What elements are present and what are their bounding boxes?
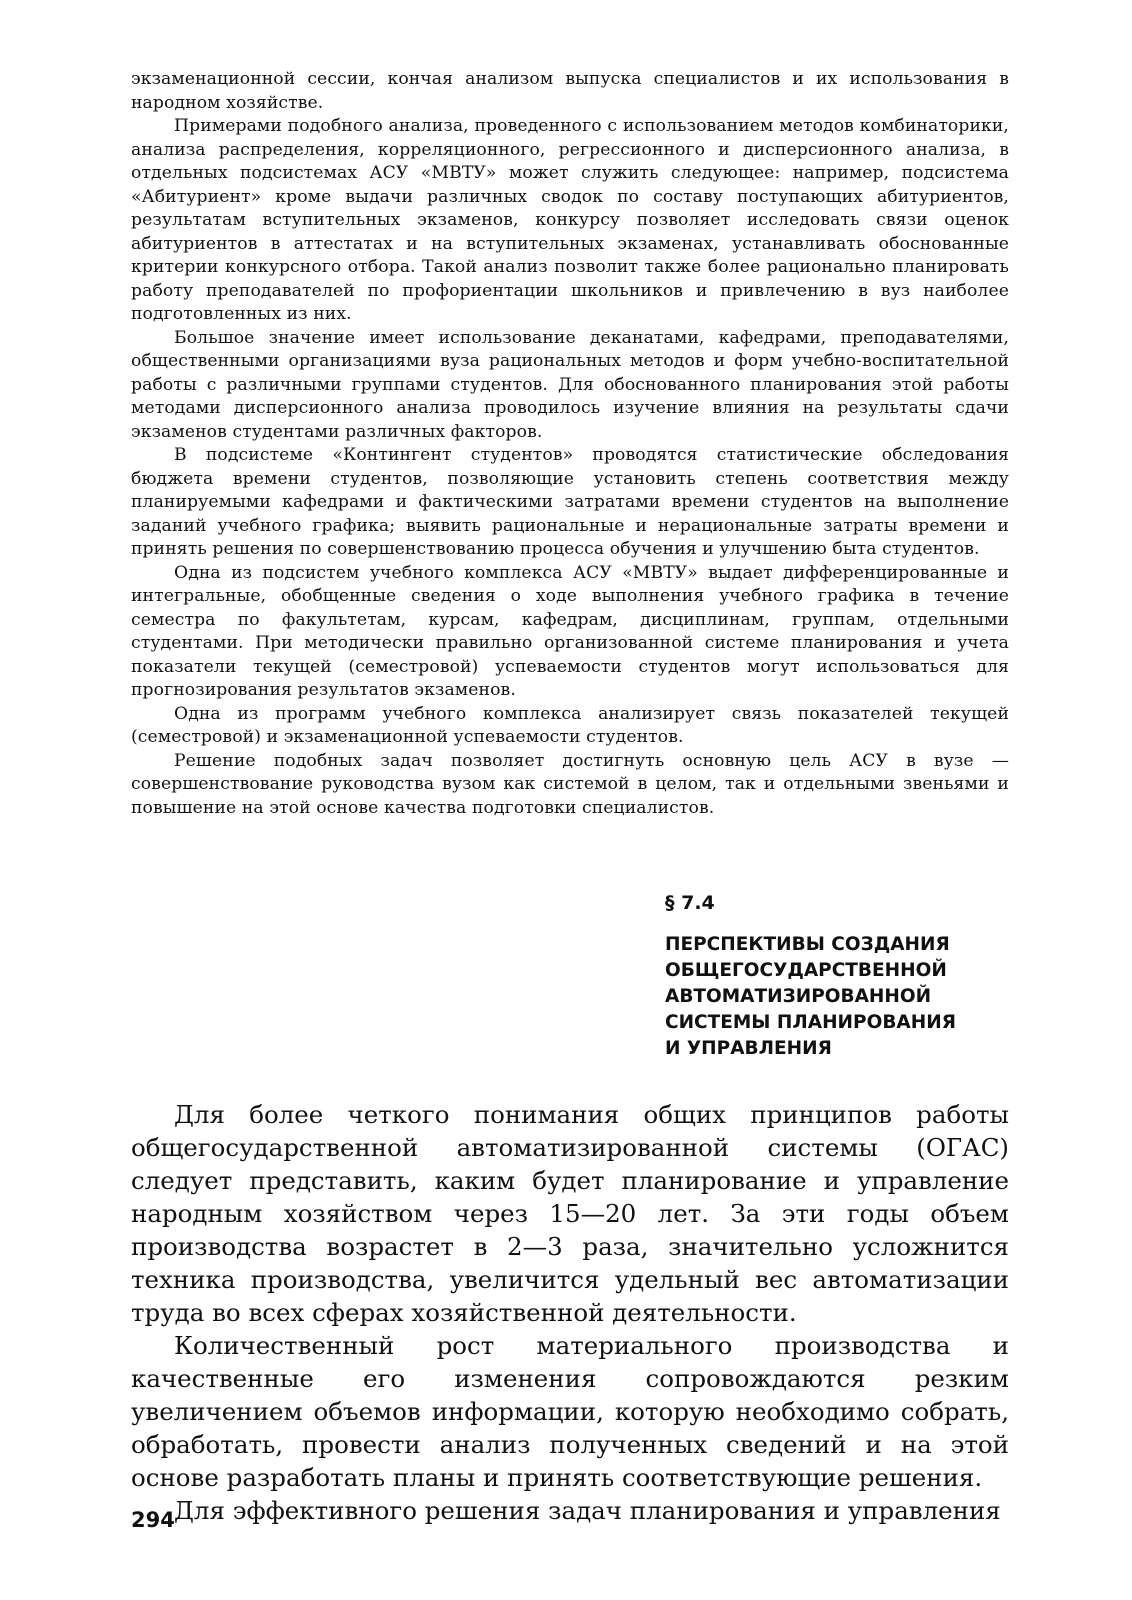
upper-text-block xyxy=(131,68,1009,820)
section-heading xyxy=(665,892,995,1062)
paragraph: Большое значение имеет использование деканатами, кафедрами, преподавателями, общественными организациями вуза рациональных методов и форм учебно-воспитательной работы с различными группами студентов. Для обоснованного планирования этой работы методами дисперсионного анализа проводилось изучение влияния на результаты сдачи экзаменов студентами различных факторов. xyxy=(131,327,1009,442)
paragraph: Примерами подобного анализа, проведенного с использованием методов комбинаторики, анализа распределения, корреляционного, регрессионного и дисперсионного анализа, в отдельных подсистемах АСУ «МВТУ» может служить следующее: например, подсистема «Абитуриент» кроме выдачи различных сводок по составу поступающих абитуриентов, результатам вступительных экзаменов, конкурсу позволяет исследовать связи оценок абитуриентов в аттестатах и на вступительных экзаменах, устанавливать обоснованные критерии конкурсного отбора. Такой анализ позволит также более рационально планировать работу преподавателей по профориентации школьников и привлечению в вуз наиболее подготовленных из них. xyxy=(131,116,1009,324)
paragraph: В подсистеме «Контингент студентов» проводятся статистические обследования бюджета времени студентов, позволяющие установить степень соответствия между планируемыми кафедрами и фактическими затратами времени студентов на выполнение заданий учебного графика; выявить рациональные и нерациональные затраты времени и принять решения по совершенствованию процесса обучения и улучшению быта студентов. xyxy=(131,445,1009,559)
section-number: § 7.4 xyxy=(665,892,715,914)
paragraph: Для эффективного решения задач планирования и управления xyxy=(174,1496,1001,1525)
paragraph: Одна из программ учебного комплекса анализирует связь показателей текущей (семестровой) и экзаменационной успеваемости студентов. xyxy=(131,703,1009,747)
page-number: 294 xyxy=(131,1508,175,1532)
paragraph: Количественный рост материального производства и качественные его изменения сопровождаются резким увеличением объемов информации, которую необходимо собрать, обработать, провести анализ полученных сведений и на этой основе разработать планы и принять соответствующие решения. xyxy=(131,1331,1009,1492)
paragraph: Решение подобных задач позволяет достигнуть основную цель АСУ в вузе — совершенствование руководства вузом как системой в целом, так и отдельными звеньями и повышение на этой основе качества подготовки специалистов. xyxy=(131,750,1009,818)
paragraph: Для более четкого понимания общих принципов работы общегосударственной автоматизированной системы (ОГАС) следует представить, каким будет планирование и управление народным хозяйством через 15—20 лет. За эти годы объем производства возрастет в 2—3 раза, значительно усложнится техника производства, увеличится удельный вес автоматизации труда во всех сферах хозяйственной деятельности. xyxy=(131,1100,1009,1327)
paragraph: Одна из подсистем учебного комплекса АСУ «МВТУ» выдает дифференцированные и интегральные, обобщенные сведения о ходе выполнения учебного графика в течение семестра по факультетам, курсам, кафедрам, дисциплинам, группам, отдельными студентами. При методически правильно организованной системе планирования и учета показатели текущей (семестровой) успеваемости студентов могут использоваться для прогнозирования результатов экзаменов. xyxy=(131,562,1009,700)
paragraph: экзаменационной сессии, кончая анализом выпуска специалистов и их использования в народном хозяйстве. xyxy=(131,69,1009,113)
section-title: ПЕРСПЕКТИВЫ СОЗДАНИЯ ОБЩЕГОСУДАРСТВЕННОЙ АВТОМАТИЗИРОВАННОЙ СИСТЕМЫ ПЛАНИРОВАНИЯ И УПРАВЛЕНИЯ xyxy=(665,934,956,1059)
lower-text-block xyxy=(131,1098,1009,1527)
